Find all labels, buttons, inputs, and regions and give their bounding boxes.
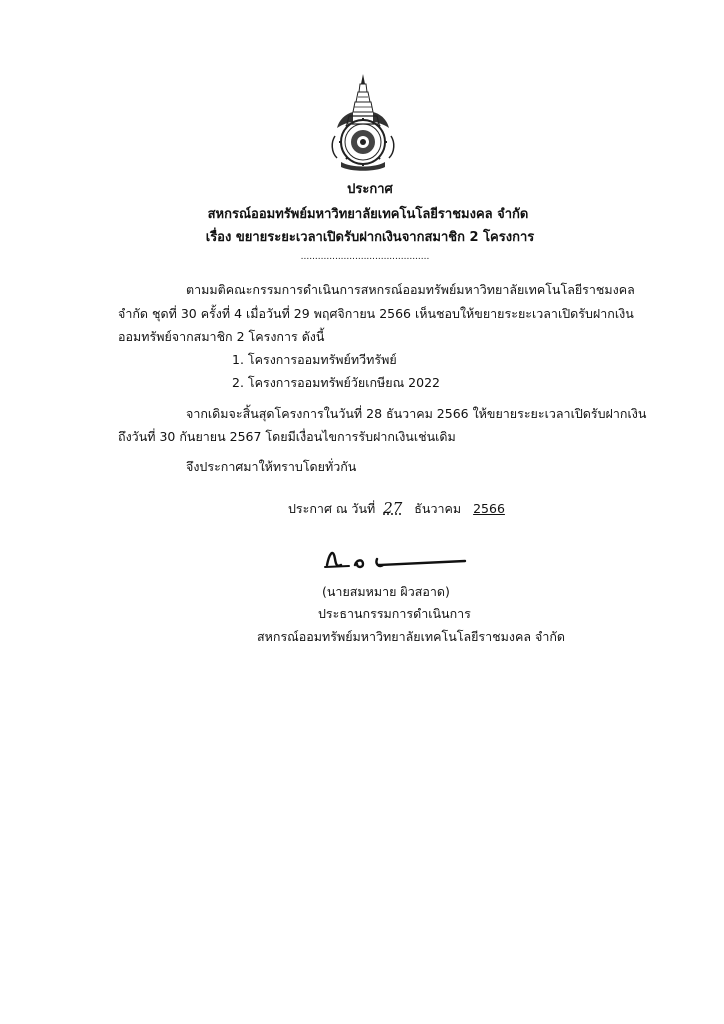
separator-line: ............................................. bbox=[300, 252, 430, 262]
announcement-date bbox=[288, 498, 505, 519]
closing-statement: จึงประกาศมาให้ทราบโดยทั่วกัน bbox=[186, 459, 357, 474]
signatory-position: ประธานกรรมการดำเนินการ bbox=[318, 606, 471, 621]
date-month: ธันวาคม bbox=[414, 501, 462, 516]
signature-image bbox=[315, 537, 475, 577]
project-item-2: 2. โครงการออมทรัพย์วัยเกษียณ 2022 bbox=[232, 375, 440, 390]
signatory-organization: สหกรณ์ออมทรัพย์มหาวิทยาลัยเทคโนโลยีราชมงคล จำกัด bbox=[257, 629, 566, 644]
organization-title: สหกรณ์ออมทรัพย์มหาวิทยาลัยเทคโนโลยีราชมงคล จำกัด bbox=[207, 207, 529, 222]
university-emblem-icon bbox=[327, 72, 399, 172]
announcement-label: ประกาศ bbox=[347, 182, 393, 197]
paragraph-1-line-2: จำกัด ชุดที่ 30 ครั้งที่ 4 เมื่อวันที่ 29 พฤศจิกายน 2566 เห็นชอบให้ขยายระยะเวลาเปิดรับฝากเงิน bbox=[118, 306, 634, 321]
date-day: 27 bbox=[383, 499, 403, 517]
paragraph-2-line-1: จากเดิมจะสิ้นสุดโครงการในวันที่ 28 ธันวาคม 2566 ให้ขยายระยะเวลาเปิดรับฝากเงิน bbox=[186, 406, 647, 421]
paragraph-1-line-3: ออมทรัพย์จากสมาชิก 2 โครงการ ดังนี้ bbox=[118, 329, 325, 344]
paragraph-2-line-2: ถึงวันที่ 30 กันยายน 2567 โดยมีเงื่อนไขการรับฝากเงินเช่นเดิม bbox=[118, 429, 456, 444]
signatory-name: (นายสมหมาย ผิวสอาด) bbox=[322, 584, 450, 599]
date-prefix: ประกาศ ณ วันที่ bbox=[288, 501, 376, 516]
announcement-subject: เรื่อง ขยายระยะเวลาเปิดรับฝากเงินจากสมาชิก 2 โครงการ bbox=[205, 230, 535, 245]
date-year: 2566 bbox=[473, 501, 505, 516]
project-item-1: 1. โครงการออมทรัพย์ทวีทรัพย์ bbox=[232, 352, 397, 367]
paragraph-1-line-1: ตามมติคณะกรรมการดำเนินการสหกรณ์ออมทรัพย์มหาวิทยาลัยเทคโนโลยีราชมงคล bbox=[186, 282, 635, 297]
